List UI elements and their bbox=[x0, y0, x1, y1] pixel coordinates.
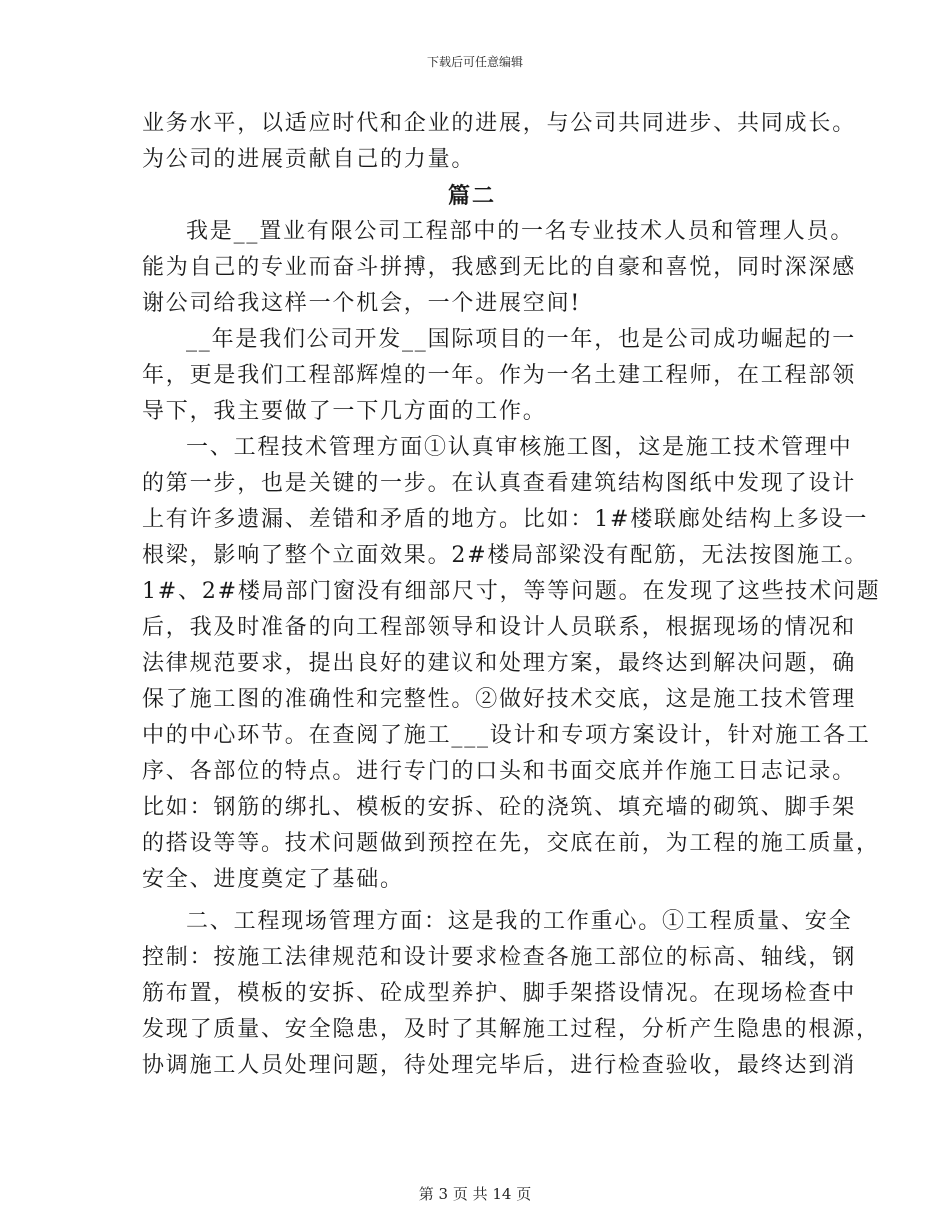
text-line: 控制：按施工法律规范和设计要求检查各施工部位的标高、轴线，钢 bbox=[142, 945, 857, 970]
text-line: 协调施工人员处理问题，待处理完毕后，进行检查验收，最终达到消 bbox=[142, 1053, 857, 1078]
text-line: 比如：钢筋的绑扎、模板的安拆、砼的浇筑、填充墙的砌筑、脚手架 bbox=[142, 795, 857, 820]
text-line: 序、各部位的特点。进行专门的口头和书面交底并作施工日志记录。 bbox=[142, 759, 857, 784]
text-line: 发现了质量、安全隐患，及时了其解施工过程，分析产生隐患的根源， bbox=[142, 1017, 880, 1042]
paragraph-first-line: 我是__置业有限公司工程部中的一名专业技术人员和管理人员。 bbox=[186, 219, 855, 244]
text-line: 年，更是我们工程部辉煌的一年。作为一名土建工程师，在工程部领 bbox=[142, 363, 857, 388]
text-line: 的搭设等等。技术问题做到预控在先，交底在前，为工程的施工质量， bbox=[142, 831, 880, 856]
text-line: 能为自己的专业而奋斗拼搏，我感到无比的自豪和喜悦，同时深深感 bbox=[142, 255, 857, 280]
text-line: 导下，我主要做了一下几方面的工作。 bbox=[142, 399, 547, 424]
text-line: 1#、2#楼局部门窗没有细部尺寸，等等问题。在发现了这些技术问题 bbox=[142, 579, 881, 604]
text-line: 业务水平，以适应时代和企业的进展，与公司共同进步、共同成长。 bbox=[142, 111, 857, 136]
text-line: 中的中心环节。在查阅了施工___设计和专项方案设计，针对施工各工 bbox=[142, 723, 871, 748]
page-footer-number: 第 3 页 共 14 页 bbox=[418, 1185, 532, 1203]
text-line: 谢公司给我这样一个机会，一个进展空间! bbox=[142, 291, 582, 316]
text-line: 法律规范要求，提出良好的建议和处理方案，最终达到解决问题，确 bbox=[142, 651, 857, 676]
paragraph-first-line: 一、工程技术管理方面①认真审核施工图，这是施工技术管理中 bbox=[186, 435, 853, 460]
text-line: 后，我及时准备的向工程部领导和设计人员联系，根据现场的情况和 bbox=[142, 615, 857, 640]
page-header-note: 下载后可任意编辑 bbox=[426, 55, 523, 69]
document-body bbox=[142, 106, 881, 1084]
text-line: 上有许多遗漏、差错和矛盾的地方。比如：1#楼联廊处结构上多设一 bbox=[142, 507, 869, 532]
paragraph-first-line: __年是我们公司开发__国际项目的一年，也是公司成功崛起的一 bbox=[186, 327, 857, 352]
text-line: 筋布置，模板的安拆、砼成型养护、脚手架搭设情况。在现场检查中 bbox=[142, 981, 857, 1006]
paragraph-first-line: 二、工程现场管理方面：这是我的工作重心。①工程质量、安全 bbox=[186, 909, 853, 934]
text-line: 根梁，影响了整个立面效果。2#楼局部梁没有配筋，无法按图施工。 bbox=[142, 543, 869, 568]
text-line: 的第一步，也是关键的一步。在认真查看建筑结构图纸中发现了设计 bbox=[142, 471, 857, 496]
text-line: 保了施工图的准确性和完整性。②做好技术交底，这是施工技术管理 bbox=[142, 687, 857, 712]
section-title: 篇二 bbox=[447, 183, 496, 209]
text-line: 为公司的进展贡献自己的力量。 bbox=[142, 147, 476, 172]
text-line: 安全、进度奠定了基础。 bbox=[142, 867, 404, 892]
